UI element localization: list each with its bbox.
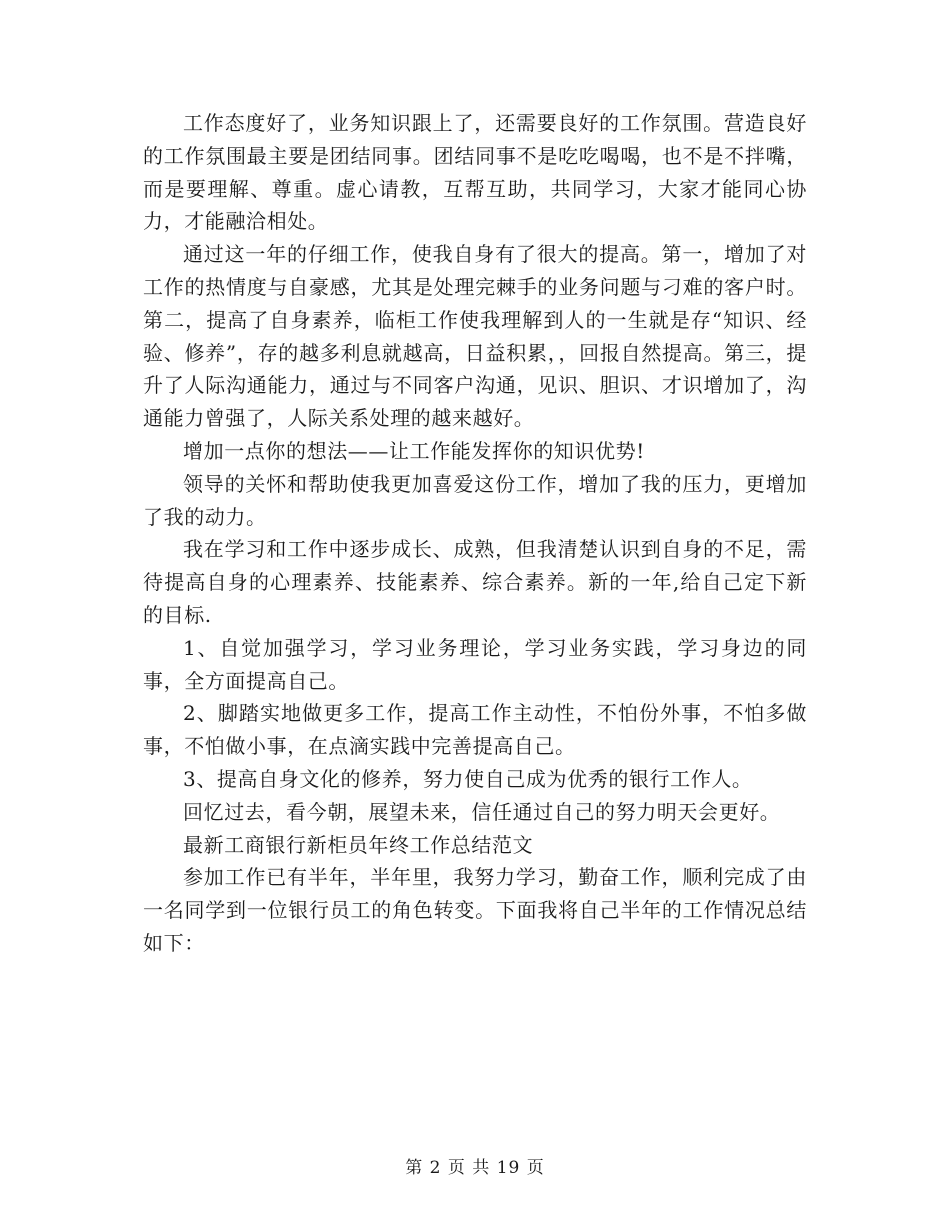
paragraph-shortcomings: 我在学习和工作中逐步成长、成熟，但我清楚认识到自身的不足，需待提高自身的心理素养、技能素养、综合素养。新的一年,给自己定下新的目标.: [143, 537, 807, 627]
page-footer: 第 2 页 共 19 页: [405, 1158, 545, 1178]
paragraph-goal-1: 1、自觉加强学习，学习业务理论，学习业务实践，学习身边的同事，全方面提高自己。: [143, 635, 807, 693]
paragraph-improvements: 通过这一年的仔细工作，使我自身有了很大的提高。第一，增加了对工作的热情度与自豪感，尤其是处理完棘手的业务问题与刁难的客户时。第二，提高了自身素养，临柜工作使我理解到人的一生就是存“知识、经验、修养”，存的越多利息就越高，日益积累，，回报自然提高。第三，提升了人际沟通能力，通过与不同客户沟通，见识、胆识、才识增加了，沟通能力曾强了，人际关系处理的越来越好。: [143, 242, 807, 431]
paragraph-half-year-intro: 参加工作已有半年，半年里，我努力学习，勤奋工作，顺利完成了由一名同学到一位银行员工的角色转变。下面我将自己半年的工作情况总结如下：: [143, 865, 807, 955]
paragraph-looking-forward: 回忆过去，看今朝，展望未来，信任通过自己的努力明天会更好。: [183, 799, 781, 824]
paragraph-leadership-care: 领导的关怀和帮助使我更加喜爱这份工作，增加了我的压力，更增加了我的动力。: [143, 471, 807, 529]
paragraph-add-your-idea: 增加一点你的想法——让工作能发挥你的知识优势!: [183, 438, 645, 463]
paragraph-work-atmosphere: 工作态度好了，业务知识跟上了，还需要良好的工作氛围。营造良好的工作氛围最主要是团结同事。团结同事不是吃吃喝喝，也不是不拌嘴，而是要理解、尊重。虚心请教，互帮互助，共同学习，大家才能同心协力，才能融洽相处。: [143, 111, 807, 234]
section-heading: 最新工商银行新柜员年终工作总结范文: [183, 832, 534, 857]
paragraph-goal-3: 3、提高自身文化的修养，努力使自己成为优秀的银行工作人。: [183, 766, 753, 791]
paragraph-goal-2: 2、脚踏实地做更多工作，提高工作主动性，不怕份外事，不怕多做事，不怕做小事，在点滴实践中完善提高自己。: [143, 701, 807, 759]
document-body: [143, 107, 807, 960]
